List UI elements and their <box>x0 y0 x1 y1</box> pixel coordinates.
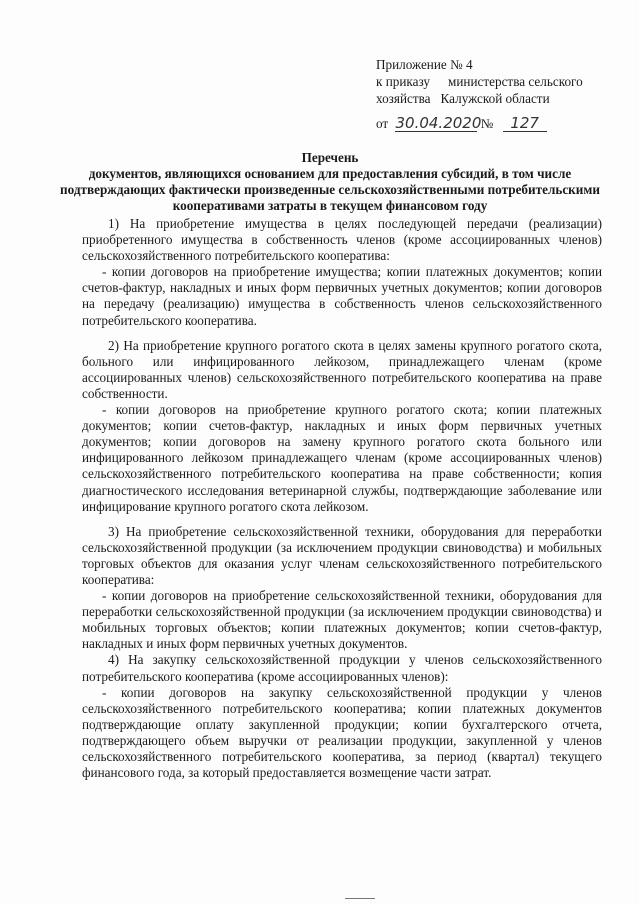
appendix-line-2 <box>376 73 606 90</box>
item-3-heading: 3) На приобретение сельскохозяйственной техники, оборудования для переработки сельскохозяйственной продукции (за исключением продукции свиноводства) и мобильных торговых объектов для оказания услуг членам сельскохозяйственного потребительского кооператива: <box>82 523 602 587</box>
order-number-label: № <box>480 116 494 131</box>
appendix-line-1: Приложение № 4 <box>376 57 473 72</box>
appendix-line-3b: Калужской области <box>440 91 550 106</box>
order-date-handwritten: 30.04.2020 <box>395 114 482 132</box>
dateline-prefix: от <box>376 116 389 131</box>
item-1-docs: - копии договоров на приобретение имущества; копии платежных документов; копии счетов-фактур, накладных и иных форм первичных учетных документов; копии договоров на передачу (реализацию) имущества в собственность членов сельскохозяйственного потребительского кооператива. <box>82 264 602 328</box>
appendix-line-3a: хозяйства <box>376 91 431 106</box>
item-4-docs: - копии договоров на закупку сельскохозяйственной продукции у членов сельскохозяйственного потребительского кооператива; копии платежных документов подтверждающие оплату закупленной продукции; копии бухгалтерского отчета, подтверждающего объем выручки от реализации продукции, закупленной у членов сельскохозяйственного потребительского кооператива, за период (квартал) текущего финансового года, за который предоставляется возмещение части затрат. <box>82 684 602 781</box>
order-number-handwritten: 127 <box>503 115 547 132</box>
item-1-heading: 1) На приобретение имущества в целях последующей передачи (реализации) приобретенного имущества в собственность членов (кроме ассоциированных членов) сельскохозяйственного потребительского кооператива: <box>82 216 602 264</box>
item-3-docs: - копии договоров на приобретение сельскохозяйственной техники, оборудования для переработки сельскохозяйственной продукции (за исключением продукции свиноводства) и мобильных торговых объектов; копии платежных документов; копии счетов-фактур, накладных и иных форм первичных учетных документов. <box>82 588 602 652</box>
appendix-line-2a: к приказу <box>376 74 430 89</box>
item-2-docs: - копии договоров на приобретение крупного рогатого скота; копии платежных документов; копии счетов-фактур, накладных и иных форм первичных учетных документов; копии договоров на замену крупного рогатого скота больного или инфицированного лейкозом принадлежащего членам (кроме ассоциированных членов) сельскохозяйственного потребительского кооператива на праве собственности; копия диагностического исследования ветеринарной службы, подтверждающие заболевание или инфицирование крупного рогатого скота лейкозом. <box>82 402 602 514</box>
document-subtitle: документов, являющихся основанием для предоставления субсидий, в том числе подтверждающих фактически произведенные сельскохозяйственными потребительскими кооперативами затраты в текущем финансовом году <box>60 166 600 213</box>
order-dateline <box>376 114 547 134</box>
document-body <box>82 216 602 781</box>
appendix-line-2b: министерства сельского <box>448 74 583 89</box>
appendix-line-3 <box>376 90 606 107</box>
item-2-heading: 2) На приобретение крупного рогатого скота в целях замены крупного рогатого скота, больного или инфицированного лейкозом, принадлежащего членам (кроме ассоциированных членов) сельскохозяйственного потребительского кооператива на праве собственности. <box>82 337 602 401</box>
appendix-header <box>376 56 606 107</box>
document-title: Перечень <box>301 150 359 165</box>
item-4-heading: 4) На закупку сельскохозяйственной продукции у членов сельскохозяйственного потребительского кооператива (кроме ассоциированных членов): <box>82 652 602 684</box>
footer-mark <box>345 898 375 899</box>
